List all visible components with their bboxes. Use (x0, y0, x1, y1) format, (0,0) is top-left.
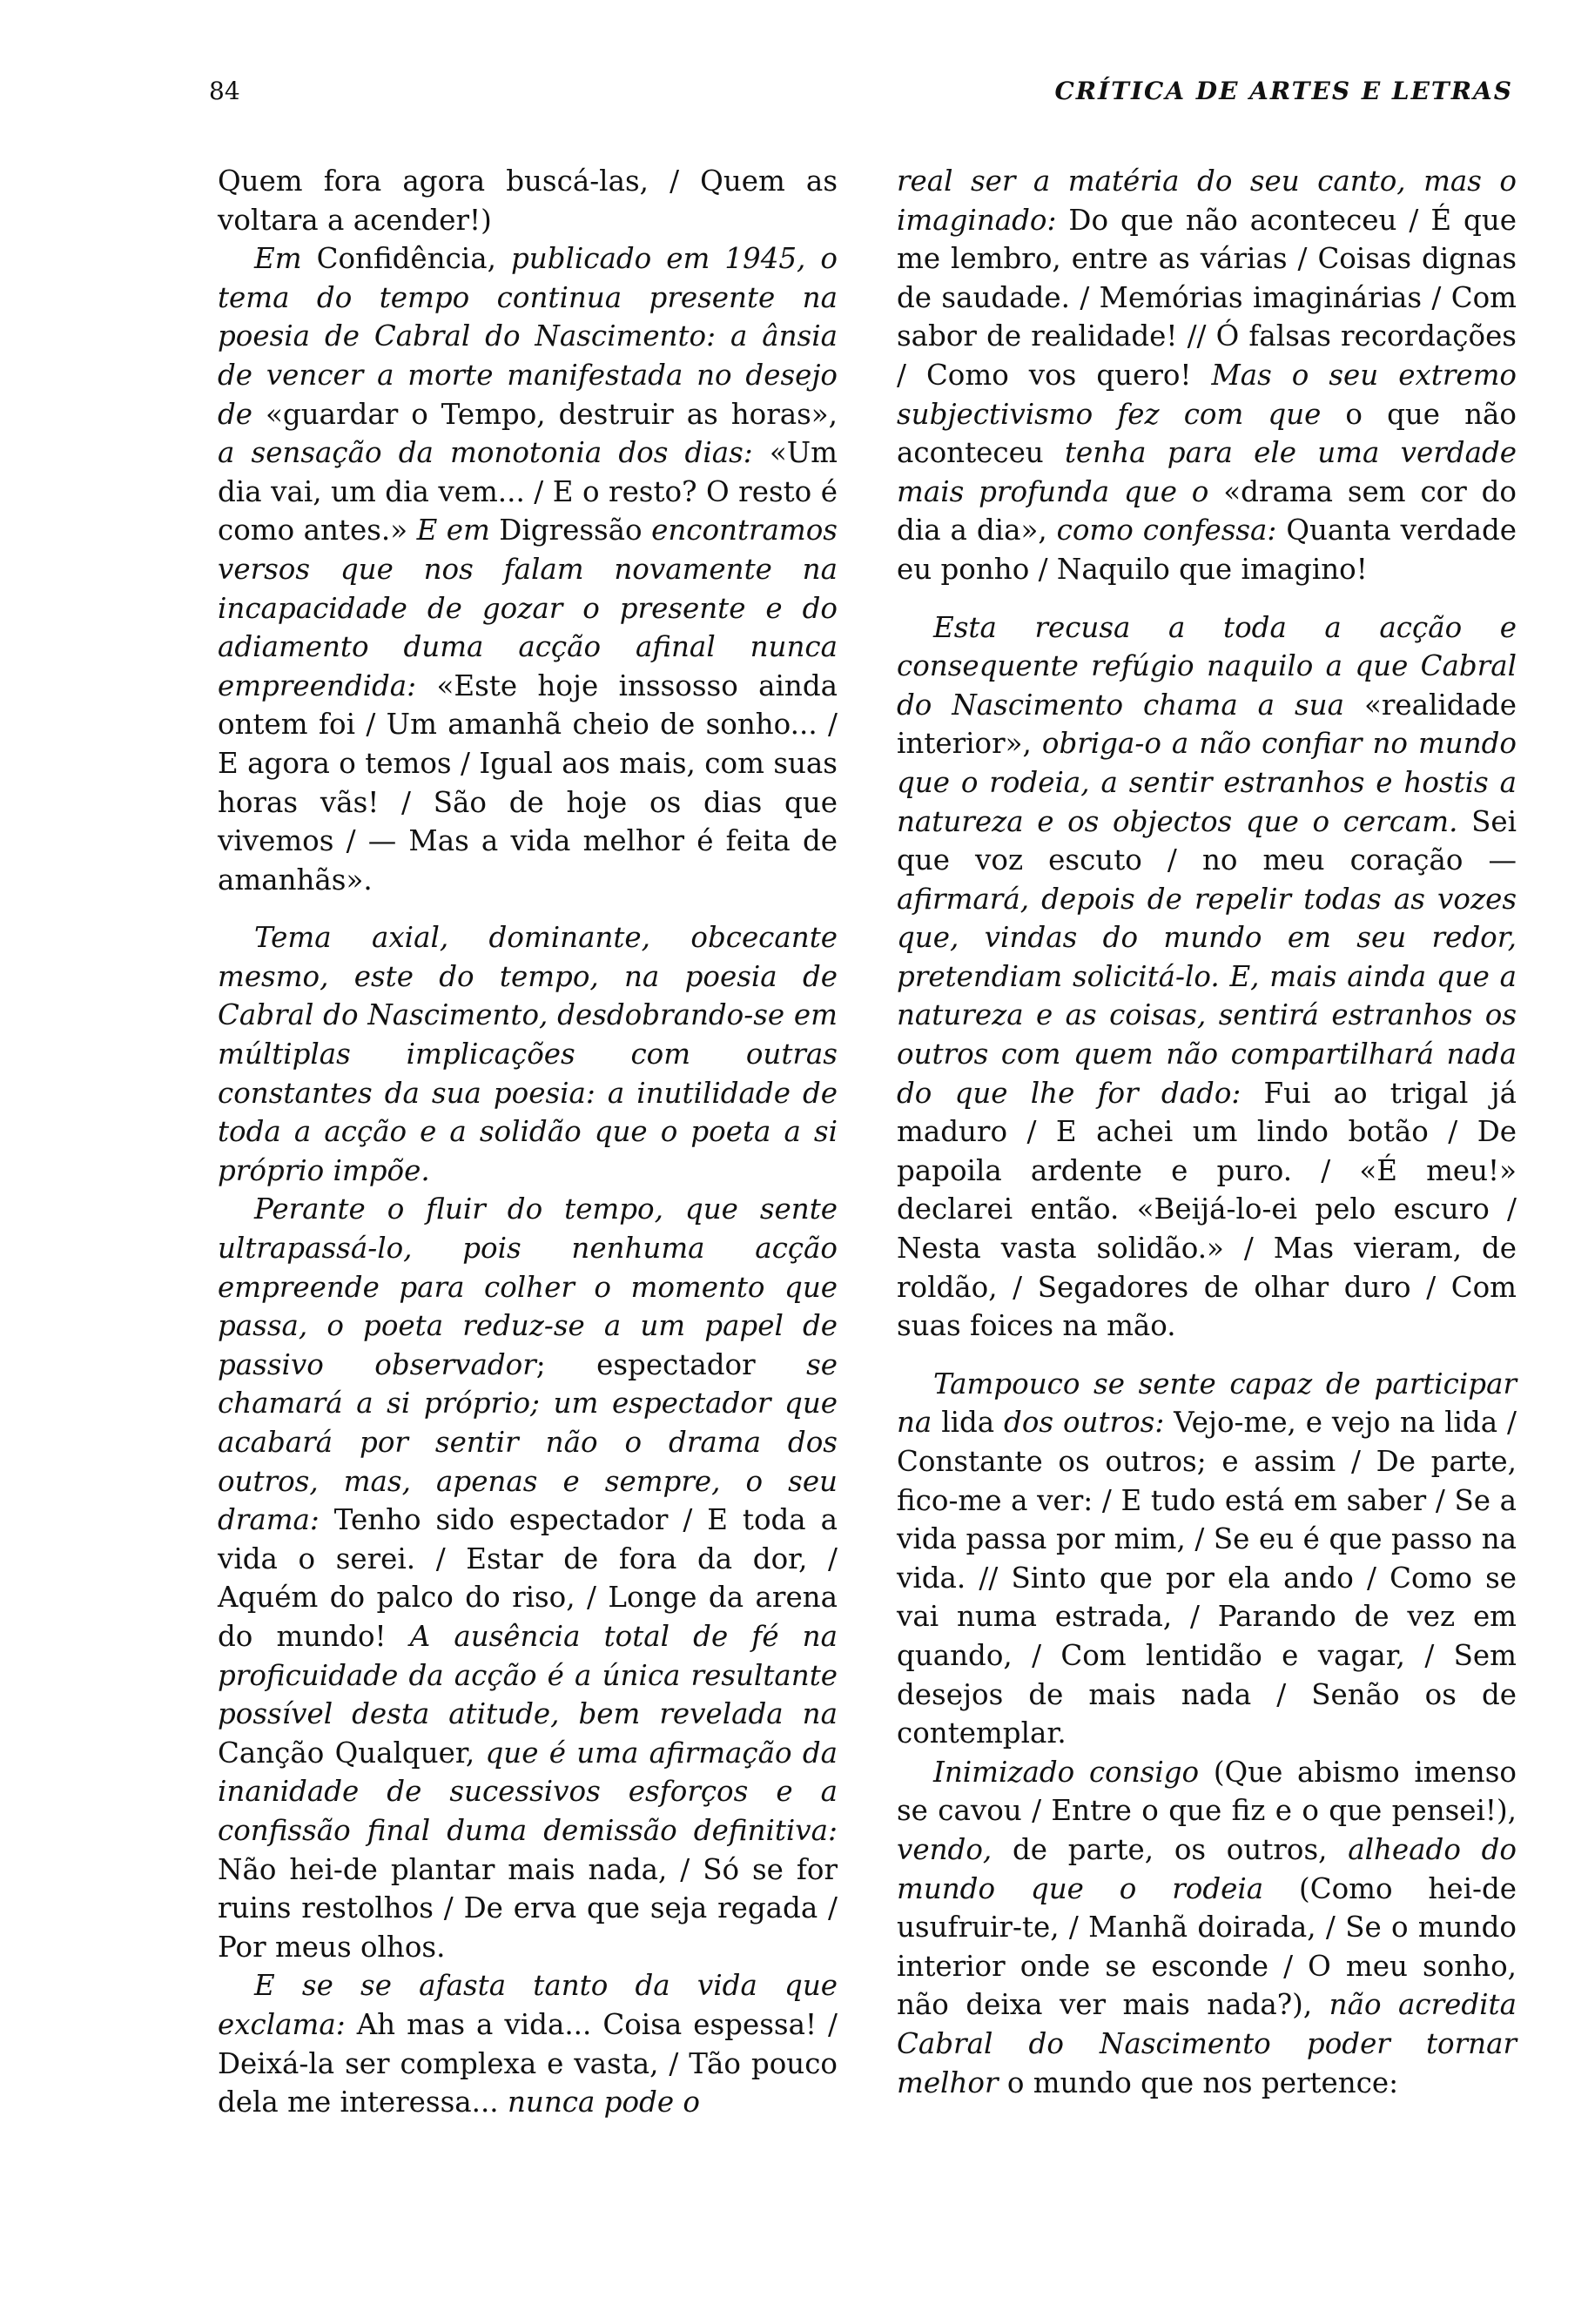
text-run: «guardar o Tempo, destruir as horas», (266, 397, 838, 431)
text-run: Digressão (499, 514, 643, 547)
text-run: Confidência, (301, 242, 511, 276)
italic-text-run: E em (407, 514, 500, 547)
italic-text-run: Mas o seu extremo subjectivismo fez com que (897, 358, 1517, 431)
page-header (209, 77, 1513, 115)
text-run: Sei que voz escuto / no meu coração — (897, 804, 1517, 877)
text-run: Canção Qualquer, (218, 1736, 486, 1770)
italic-text-run: se chamará a si próprio; um espectador que acabará por sentir não o drama dos outros, mas, apenas e sempre, o seu drama: (218, 1347, 838, 1537)
text-run: Tenho sido espectador / E toda a vida o serei. / Estar de fora da dor, / Aquém do palco do riso, / Longe da arena do mundo! (218, 1503, 838, 1653)
paragraph (218, 1966, 838, 2121)
text-run: «drama sem cor do dia a dia», (897, 474, 1517, 547)
italic-text-run: como confessa: (1056, 514, 1277, 547)
paragraph (218, 239, 838, 899)
text-run: Quanta verdade eu ponho / Naquilo que imagino! (897, 514, 1517, 586)
italic-text-run: encontramos versos que nos falam novamente na incapacidade de gozar o presente e do adiamento duma acção afinal nunca empreendida: (218, 514, 838, 702)
paragraph (897, 608, 1517, 1346)
italic-text-run: Em (254, 242, 302, 276)
italic-text-run: Inimizado consigo (933, 1755, 1200, 1789)
text-run: Ah mas a vida... Coisa espessa! / Deixá-la ser complexa e vasta, / Tão pouco dela me interessa... (218, 2007, 838, 2119)
page-number: 84 (209, 77, 240, 105)
italic-text-run: nunca pode o (507, 2086, 700, 2119)
italic-text-run: A ausência total de fé na proficuidade da acção é a única resultante possível desta atitude, bem revelada na (218, 1619, 838, 1731)
text-run: lida (932, 1406, 1005, 1440)
text-run: «Um dia vai, um dia vem... / E o resto? O resto é como antes.» (218, 436, 838, 547)
text-run: (Como hei-de usufruir-te, / Manhã doirada, / Se o mundo interior onde se esconde / O meu sonho, não deixa ver mais nada?), (897, 1871, 1517, 2022)
italic-text-run: E se se afasta tanto da vida que exclama: (218, 1969, 838, 2041)
italic-text-run: Tema axial, dominante, obcecante mesmo, este do tempo, na poesia de Cabral do Nascimento, desdobrando-se em múltiplas implicações com outras constantes da sua poesia: a inutilidade de toda a acção e a solidão que o poeta a si próprio impõe. (218, 921, 838, 1187)
paragraph (897, 1753, 1517, 2102)
italic-text-run: obriga-o a não confiar no mundo que o rodeia, a sentir estranhos e hostis a natureza e os objectos que o cercam. (897, 727, 1517, 838)
italic-text-run: afirmará, depois de repelir todas as vozes que, vindas do mundo em seu redor, pretendiam solicitá-lo. E, mais ainda que a natureza e as coisas, sentirá estranhos os outros com quem não compartilhará nada do que lhe for dado: (897, 882, 1517, 1110)
text-run: Não hei-de plantar mais nada, / Só se for ruins restolhos / De erva que seja regada / Por meus olhos. (218, 1852, 838, 1964)
text-run: Quem fora agora buscá-las, / Quem as voltara a acender!) (218, 165, 838, 237)
italic-text-run: real ser a matéria do seu canto, mas o imaginado: (897, 165, 1517, 237)
text-run: Do que não aconteceu / É que me lembro, entre as várias / Coisas dignas de saudade. / Memórias imaginárias / Com sabor de realidade! // Ó falsas recordações / Como vos quero! (897, 203, 1517, 392)
paragraph (897, 1365, 1517, 1753)
italic-text-run: tenha para ele uma verdade mais profunda que o (897, 436, 1517, 508)
italic-text-run: Perante o fluir do tempo, que sente ultrapassá-lo, pois nenhuma acção empreende para colher o momento que passa, o poeta reduz-se a um papel de passivo observador (218, 1192, 838, 1381)
italic-text-run: Esta recusa a toda a acção e consequente refúgio naquilo a que Cabral do Nascimento chama a sua (897, 610, 1517, 722)
italic-text-run: alheado do mundo que o rodeia (897, 1832, 1517, 1905)
right-column (897, 162, 1517, 2102)
italic-text-run: não acredita Cabral do Nascimento poder tornar melhor (897, 1988, 1517, 2099)
text-run: «Este hoje inssosso ainda ontem foi / Um amanhã cheio de sonho... / E agora o temos / Igual aos mais, com suas horas vãs! / São de hoje os dias que vivemos / — Mas a vida melhor é feita de amanhãs». (218, 668, 838, 897)
paragraph (218, 1190, 838, 1966)
text-run: (Que abismo imenso se cavou / Entre o que fiz e o que pensei!), (897, 1755, 1517, 1828)
italic-text-run: dos outros: (1004, 1406, 1165, 1440)
paragraph (897, 162, 1517, 589)
text-run: de parte, os outros, (992, 1832, 1349, 1866)
text-run: Vejo-me, e vejo na lida / Constante os outros; e assim / De parte, fico-me a ver: / E tudo está em saber / Se a vida passa por mim, / Se eu é que passo na vida. // Sinto que por ela ando / Como se vai numa estrada, / Parando de vez em quando, / Com lentidão e vagar, / Sem desejos de mais nada / Senão os de contemplar. (897, 1406, 1517, 1750)
text-run: ; espectador (535, 1347, 807, 1381)
italic-text-run: vendo, (897, 1832, 992, 1866)
paragraph (218, 162, 838, 239)
text-run: o mundo que nos pertence: (998, 2065, 1399, 2099)
italic-text-run: Tampouco se sente capaz de participar na (897, 1367, 1517, 1440)
italic-text-run: publicado em 1945, o tema do tempo continua presente na poesia de Cabral do Nascimento: a ânsia de vencer a morte manifestada no desejo de (218, 242, 838, 431)
paragraph (218, 918, 838, 1190)
left-column (218, 162, 838, 2122)
text-run: Fui ao trigal já maduro / E achei um lindo botão / De papoila ardente e puro. / «É meu!» declarei então. «Beijá-lo-ei pelo escuro / Nesta vasta solidão.» / Mas vieram, de roldão, / Segadores de olhar duro / Com suas foices na mão. (897, 1076, 1517, 1343)
italic-text-run: que é uma afirmação da inanidade de sucessivos esforços e a confissão final duma demissão definitiva: (218, 1736, 838, 1847)
text-run: «realidade interior», (897, 688, 1517, 761)
text-run: o que não aconteceu (897, 397, 1517, 470)
italic-text-run: a sensação da monotonia dos dias: (218, 436, 770, 470)
running-title: CRÍTICA DE ARTES E LETRAS (1054, 77, 1513, 105)
